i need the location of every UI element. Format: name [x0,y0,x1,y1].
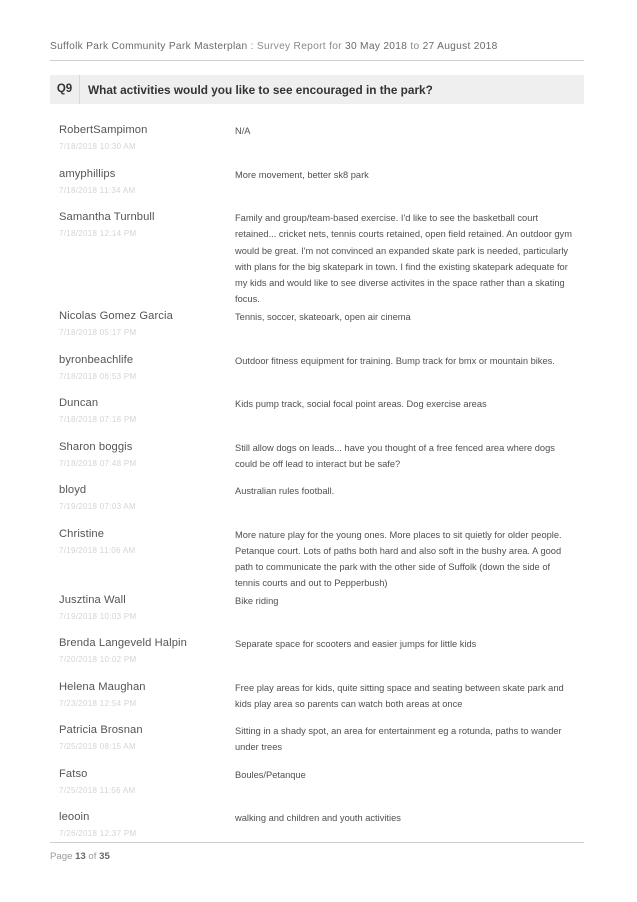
report-title: Suffolk Park Community Park Masterplan [50,41,248,52]
respondent [59,593,235,637]
response-row [59,680,579,724]
respondent-name: Christine [59,527,105,540]
respondent-name: Jusztina Wall [59,593,126,606]
respondent-name: bloyd [59,484,87,496]
response-row [59,396,579,440]
response-row [59,123,579,167]
response-date: 7/18/2018 11:34 AM [59,185,136,195]
response-date: 7/18/2018 05:17 PM [59,328,137,337]
response-text: Bike riding [235,595,279,606]
response-row [59,309,579,353]
response-text: Outdoor fitness equipment for training. Bump track for bmx or mountain bikes. [235,355,555,366]
question-bar [50,75,584,104]
response-text: Australian rules football. [235,486,335,496]
of-label: of [88,851,97,862]
respondent [59,123,235,167]
respondent [59,723,235,767]
respondent [59,309,235,353]
response-date: 7/18/2018 12:14 PM [59,229,137,238]
question-number: Q9 [50,75,80,104]
response-date: 7/19/2018 10:03 PM [59,611,137,621]
page-footer [50,851,110,862]
respondent-name: Sharon boggis [59,440,133,453]
total-pages: 35 [99,851,110,862]
header-separator: : [250,41,254,52]
respondent-name: Patricia Brosnan [59,724,143,736]
response-row [59,593,579,637]
response-row [59,167,579,211]
response-row [59,810,579,840]
respondent-name: Samantha Turnbull [59,211,155,223]
report-prefix: Survey Report for [256,41,342,52]
response-text: More movement, better sk8 park [235,169,369,180]
response-date: 7/26/2018 12:37 PM [59,829,137,838]
response-row [59,440,579,484]
respondent [59,210,235,309]
date-from: 30 May 2018 [345,41,408,52]
response-text: Family and group/team-based exercise. I'd like to see the basketball court retained... cricket nets, tennis courts retained, open field retained. An outdoor gym would be great. I'm not convinced an expanded skate park is needed, particularly with plans for the big skatepark in town. I find the existing skatepark adequate for my kids and would like to see diverse activites in the space rather than a skating focus. [235,213,572,305]
respondent [59,167,235,211]
response-text: Separate space for scooters and easier jumps for little kids [235,639,477,649]
response-text: Tennis, soccer, skateoark, open air cinema [235,312,411,322]
respondent [59,396,235,440]
response-date: 7/25/2018 11:56 AM [59,785,136,795]
response-row [59,767,579,811]
response-date: 7/19/2018 07:03 AM [59,502,137,511]
response-date: 7/18/2018 06:53 PM [59,371,137,381]
response-row [59,723,579,767]
response-text: Sitting in a shady spot, an area for entertainment eg a rotunda, paths to wander under trees [235,726,562,753]
header-divider [50,60,584,61]
respondent [59,680,235,724]
response-row [59,483,579,527]
respondent-name: Fatso [59,767,88,780]
response-text: walking and children and youth activities [235,813,401,823]
response-text: More nature play for the young ones. More places to sit quietly for older people. Petanque court. Lots of paths both hard and also soft in the bushy area. A good path to communicate the park with the other side of Suffolk (down the side of tennis courts and out to Pepperbush) [235,529,562,589]
response-date: 7/25/2018 08:15 AM [59,742,137,751]
question-text: What activities would you like to see encouraged in the park? [88,82,433,97]
response-date: 7/18/2018 10:30 AM [59,142,137,151]
respondent [59,810,235,840]
page-label: Page [50,851,73,862]
response-row [59,636,579,680]
response-date: 7/18/2018 07:48 PM [59,458,137,468]
response-text: N/A [235,126,251,136]
respondent-name: leooin [59,811,90,823]
respondent-name: amyphillips [59,167,116,180]
current-page-number: 13 [75,851,86,862]
response-text: Still allow dogs on leads... have you thought of a free fenced area where dogs could be off lead to interact but be safe? [235,442,555,469]
respondent [59,636,235,680]
respondent [59,353,235,397]
response-date: 7/20/2018 10:02 PM [59,655,137,664]
footer-divider [50,842,584,843]
response-text: Free play areas for kids, quite sitting space and seating between skate park and kids play area so parents can watch both areas at once [235,682,564,709]
response-text: Boules/Petanque [235,769,306,780]
page-header [50,41,584,52]
respondent-name: Nicolas Gomez Garcia [59,310,173,322]
response-date: 7/18/2018 07:18 PM [59,415,137,424]
respondent [59,767,235,811]
responses-list [59,123,579,840]
date-to: 27 August 2018 [422,41,498,52]
respondent [59,483,235,527]
respondent-name: Duncan [59,397,99,409]
respondent-name: Brenda Langeveld Halpin [59,637,187,649]
date-to-prefix: to [410,41,420,52]
response-text: Kids pump track, social focal point areas. Dog exercise areas [235,399,487,409]
respondent [59,440,235,484]
response-row [59,527,579,593]
respondent [59,527,235,593]
respondent-name: byronbeachlife [59,353,134,366]
response-date: 7/19/2018 11:06 AM [59,545,136,555]
response-row [59,210,579,309]
response-date: 7/23/2018 12:54 PM [59,698,137,708]
respondent-name: RobertSampimon [59,124,148,136]
response-row [59,353,579,397]
respondent-name: Helena Maughan [59,680,146,693]
